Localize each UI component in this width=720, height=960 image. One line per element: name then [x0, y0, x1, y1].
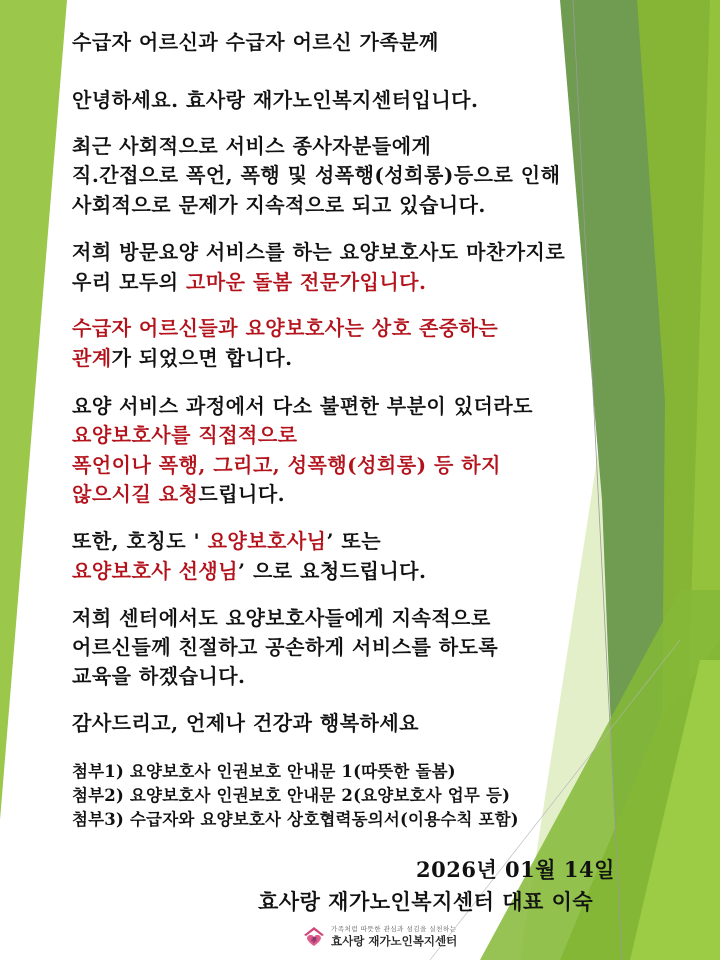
text-black: 우리 모두의: [72, 270, 187, 294]
paragraph-3-line-2: [72, 346, 293, 370]
text-black: ’ 또는: [326, 529, 382, 553]
highlight-text: 요양보호사 선생님: [72, 559, 239, 583]
paragraph-2-line-2: [72, 270, 426, 294]
svg-text:孝: 孝: [310, 937, 318, 944]
heart-house-icon: [303, 926, 325, 948]
paragraph-6-line-1: 저희 센터에서도 요양보호사들에게 지속적으로: [72, 606, 491, 630]
center-logo: [303, 924, 457, 949]
text-black: 가 되었으면 합니다.: [111, 346, 293, 370]
paragraph-1-line-1: 최근 사회적으로 서비스 종사자분들에게: [72, 134, 432, 158]
paragraph-4-line-2: 요양보호사를 직접적으로: [72, 423, 298, 447]
highlight-text: 않으시길 요청: [72, 482, 199, 506]
highlight-text: 관계: [72, 346, 112, 370]
highlight-text: 고마운 돌봄 전문가입니다.: [186, 270, 427, 294]
signature: 효사랑 재가노인복지센터 대표 이숙: [258, 889, 594, 914]
paragraph-6-line-2: 어르신들께 친절하고 공손하게 서비스를 하도록: [72, 635, 499, 659]
paragraph-1-line-2: 직.간접으로 폭언, 폭행 및 성폭행(성희롱)등으로 인해: [72, 163, 561, 187]
closing-line: 감사드리고, 언제나 건강과 행복하세요: [72, 711, 419, 735]
text-black: ’ 으로 요청드립니다.: [238, 559, 427, 583]
paragraph-1-line-3: 사회적으로 문제가 지속적으로 되고 있습니다.: [72, 193, 486, 217]
notice-title: 수급자 어르신과 수급자 어르신 가족분께: [72, 30, 439, 54]
text-black: 또한, 호칭도 ': [72, 529, 208, 553]
logo-name: 효사랑 재가노인복지센터: [331, 934, 458, 948]
text-black: 드립니다.: [198, 482, 286, 506]
attachment-2: 첨부2) 요양보호사 인권보호 안내문 2(요양보호사 업무 등): [72, 786, 511, 805]
paragraph-5-line-1: [72, 529, 381, 553]
highlight-text: 요양보호사님: [207, 529, 327, 553]
greeting: 안녕하세요. 효사랑 재가노인복지센터입니다.: [72, 88, 479, 112]
attachment-3: 첨부3) 수급자와 요양보호사 상호협력동의서(이용수칙 포함): [72, 810, 519, 829]
paragraph-4-line-1: 요양 서비스 과정에서 다소 불편한 부분이 있더라도: [72, 394, 533, 418]
logo-tagline: 가족처럼 따뜻한 관심과 섬김을 실천하는: [331, 925, 457, 933]
paragraph-5-line-2: [72, 559, 426, 583]
paragraph-3-line-1: 수급자 어르신들과 요양보호사는 상호 존중하는: [72, 316, 499, 340]
paragraph-2-line-1: 저희 방문요양 서비스를 하는 요양보호사도 마찬가지로: [72, 240, 566, 264]
date: 2026년 01월 14일: [416, 857, 615, 882]
paragraph-4-line-3: 폭언이나 폭행, 그리고, 성폭행(성희롱) 등 하지: [72, 453, 501, 477]
attachment-1: 첨부1) 요양보호사 인권보호 안내문 1(따뜻한 돌봄): [72, 762, 456, 781]
paragraph-6-line-3: 교육을 하겠습니다.: [72, 664, 246, 688]
paragraph-4-line-4: [72, 482, 285, 506]
